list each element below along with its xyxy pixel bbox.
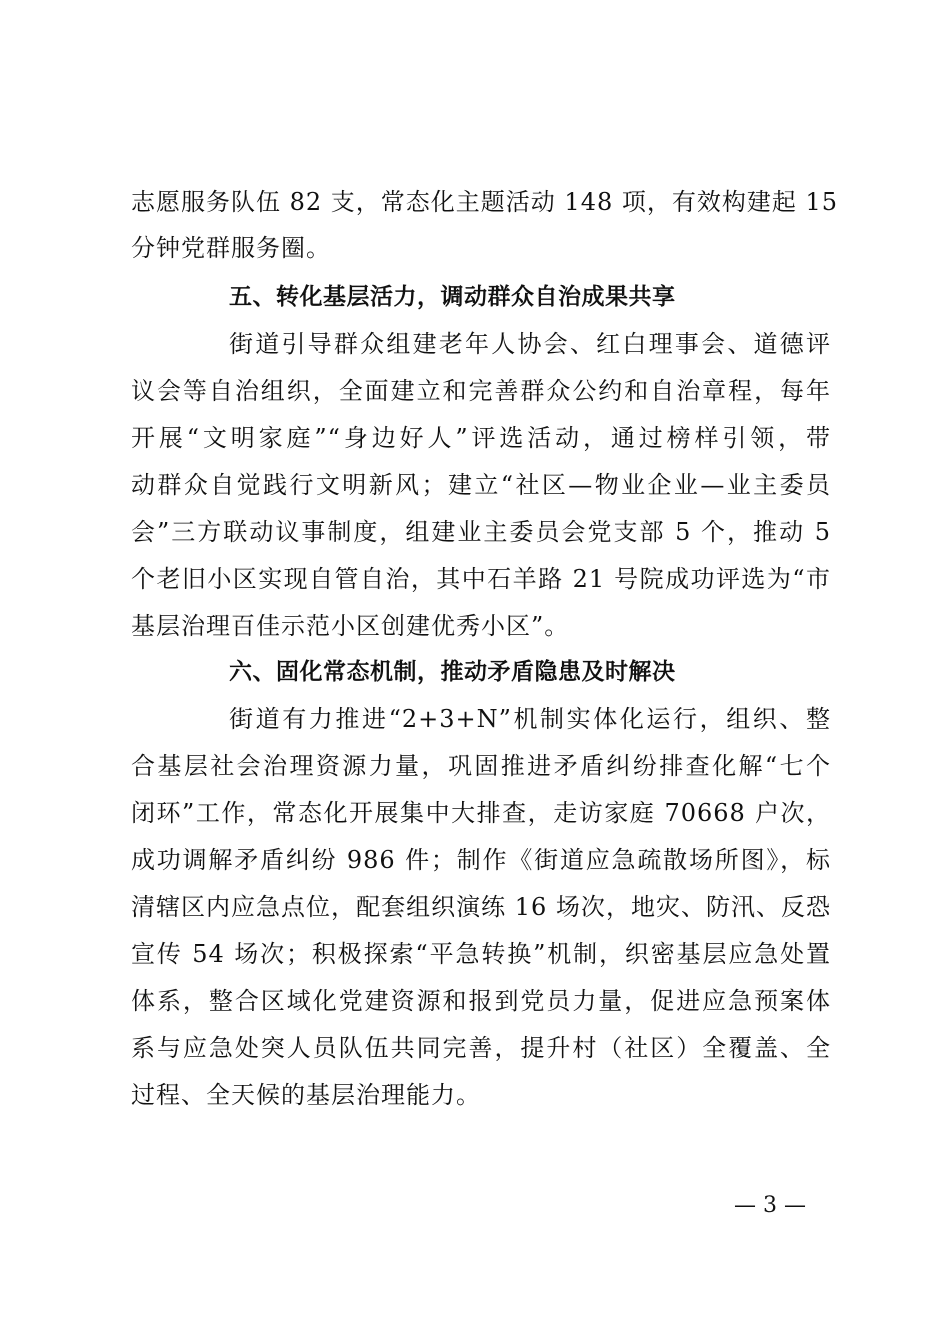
paragraph-line: 会”三方联动议事制度，组建业主委员会党支部 5 个，推动 5 xyxy=(131,518,831,546)
paragraph-line: 开展“文明家庭”“身边好人”评选活动，通过榜样引领，带 xyxy=(131,424,831,452)
paragraph-line: 过程、全天候的基层治理能力。 xyxy=(131,1081,481,1109)
page-number: — 3 — xyxy=(734,1193,806,1218)
paragraph-line: 街道有力推进“2+3+N”机制实体化运行，组织、整 xyxy=(229,705,831,733)
section-heading: 六、固化常态机制，推动矛盾隐患及时解决 xyxy=(229,659,676,685)
paragraph-line: 清辖区内应急点位，配套组织演练 16 场次，地灾、防汛、反恐 xyxy=(131,893,831,921)
paragraph-line: 宣传 54 场次；积极探索“平急转换”机制，织密基层应急处置 xyxy=(131,940,831,968)
paragraph-line: 成功调解矛盾纠纷 986 件；制作《街道应急疏散场所图》，标 xyxy=(131,846,831,874)
paragraph-line: 基层治理百佳示范小区创建优秀小区”。 xyxy=(131,612,570,640)
paragraph-line: 体系，整合区域化党建资源和报到党员力量，促进应急预案体 xyxy=(131,987,831,1015)
paragraph-line: 分钟党群服务圈。 xyxy=(131,234,331,262)
paragraph-line: 议会等自治组织，全面建立和完善群众公约和自治章程，每年 xyxy=(131,377,831,405)
paragraph-line: 个老旧小区实现自管自治，其中石羊路 21 号院成功评选为“市 xyxy=(131,565,831,593)
paragraph-line: 系与应急处突人员队伍共同完善，提升村（社区）全覆盖、全 xyxy=(131,1034,831,1062)
section-heading: 五、转化基层活力，调动群众自治成果共享 xyxy=(229,284,676,310)
paragraph-line: 合基层社会治理资源力量，巩固推进矛盾纠纷排查化解“七个 xyxy=(131,752,831,780)
paragraph-line: 志愿服务队伍 82 支，常态化主题活动 148 项，有效构建起 15 xyxy=(131,188,839,216)
paragraph-line: 动群众自觉践行文明新风；建立“社区—物业企业—业主委员 xyxy=(131,471,831,499)
paragraph-line: 街道引导群众组建老年人协会、红白理事会、道德评 xyxy=(229,330,831,358)
paragraph-line: 闭环”工作，常态化开展集中大排查，走访家庭 70668 户次， xyxy=(131,799,831,827)
